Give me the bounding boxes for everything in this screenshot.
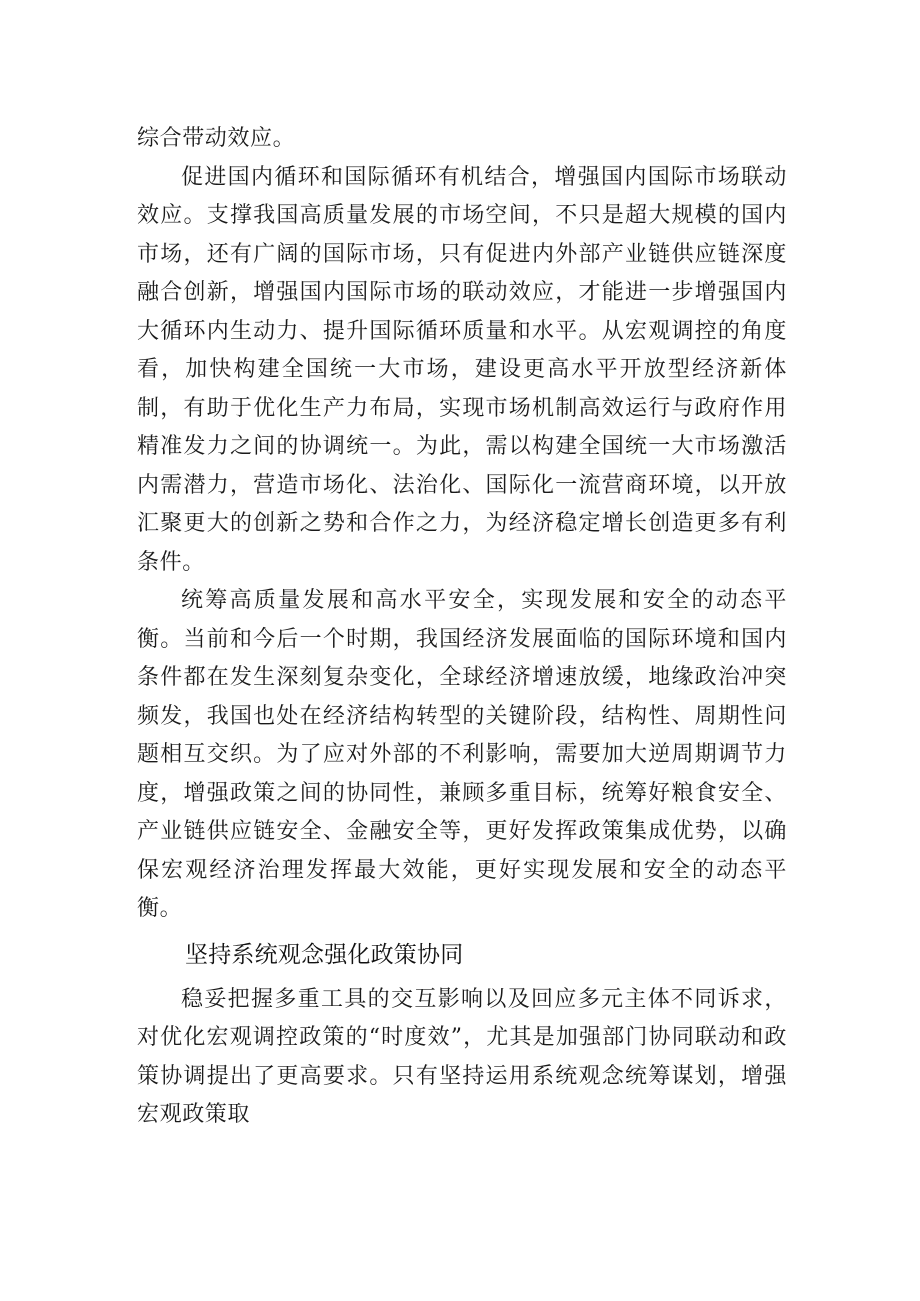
- paragraph-development-and-security: 统筹高质量发展和高水平安全，实现发展和安全的动态平衡。当前和今后一个时期，我国经济发展面临的国际环境和国内条件都在发生深刻复杂变化，全球经济增速放缓，地缘政治冲突频发，我国也处在经济结构转型的关键阶段，结构性、周期性问题相互交织。为了应对外部的不利影响，需要加大逆周期调节力度，增强政策之间的协同性，兼顾多重目标，统筹好粮食安全、产业链供应链安全、金融安全等，更好发挥政策集成优势，以确保宏观经济治理发挥最大效能，更好实现发展和安全的动态平衡。: [137, 588, 787, 921]
- paragraph-domestic-international-circulation: 促进国内循环和国际循环有机结合，增强国内国际市场联动效应。支撑我国高质量发展的市场空间，不只是超大规模的国内市场，还有广阔的国际市场，只有促进内外部产业链供应链深度融合创新，增强国内国际市场的联动效应，才能进一步增强国内大循环内生动力、提升国际循环质量和水平。从宏观调控的角度看，加快构建全国统一大市场，建设更高水平开放型经济新体制，有助于优化生产力布局，实现市场机制高效运行与政府作用精准发力之间的协调统一。为此，需以构建全国统一大市场激活内需潜力，营造市场化、法治化、国际化一流营商环境，以开放汇聚更大的创新之势和合作之力，为经济稳定增长创造更多有利条件。: [137, 164, 787, 575]
- paragraph-policy-coordination: 稳妥把握多重工具的交互影响以及回应多元主体不同诉求，对优化宏观调控政策的“时度效”，尤其是加强部门协同联动和政策协调提出了更高要求。只有坚持运用系统观念统筹谋划，增强宏观政策取: [137, 986, 787, 1127]
- paragraph-continuation: 综合带动效应。: [137, 126, 296, 151]
- body-text-column: [137, 120, 787, 1135]
- section-heading: 坚持系统观念强化政策协同: [185, 941, 464, 968]
